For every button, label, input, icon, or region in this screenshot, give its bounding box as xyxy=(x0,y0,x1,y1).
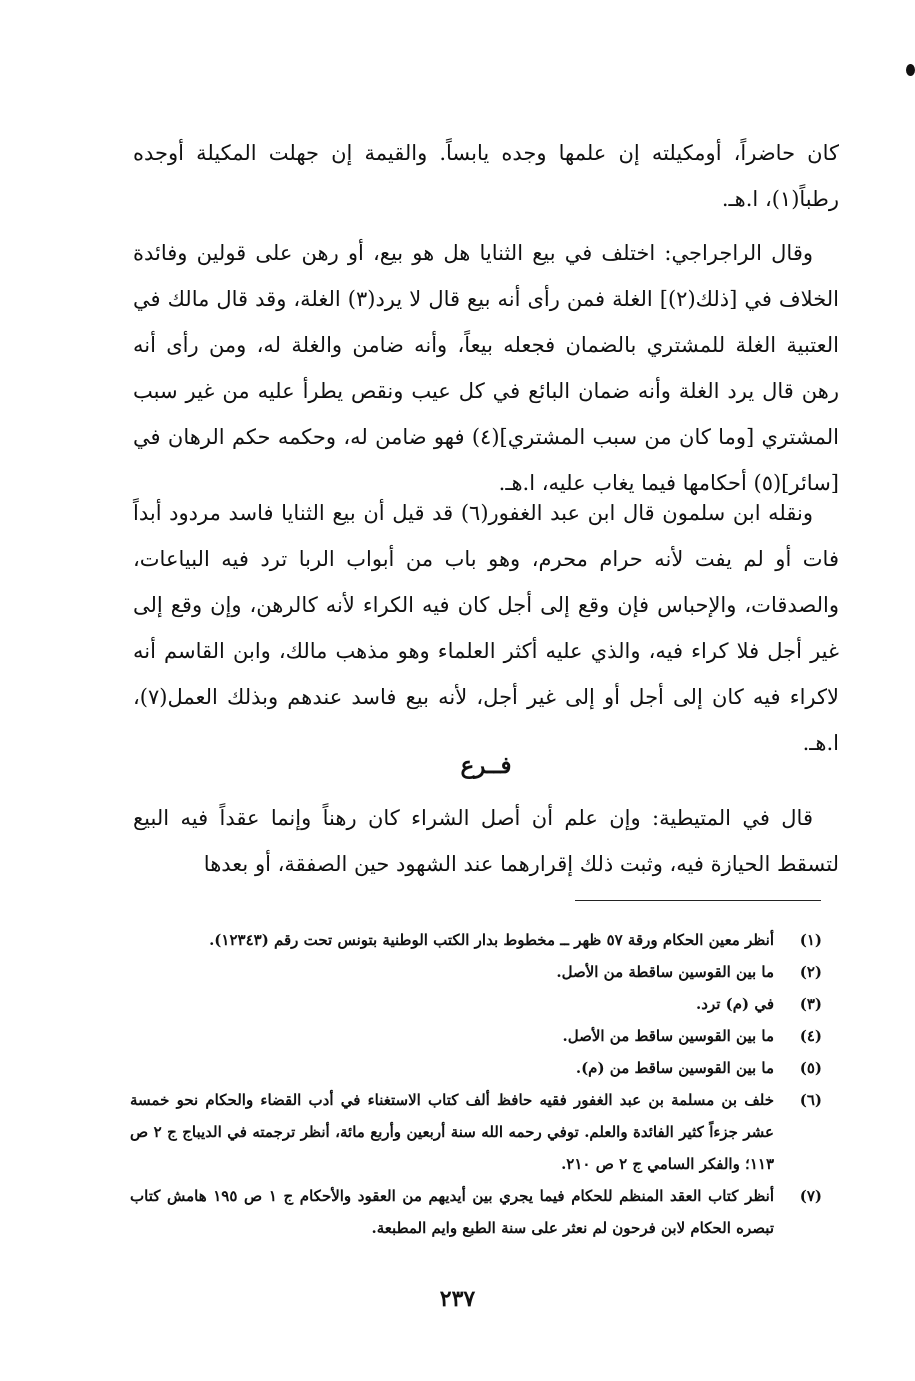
body-paragraph-3 xyxy=(133,490,839,766)
footnote-2 xyxy=(130,956,822,988)
footnote-number: (٦) xyxy=(799,1091,822,1109)
footnote-3 xyxy=(130,988,822,1020)
footnote-1 xyxy=(130,924,822,956)
footnote-6 xyxy=(130,1084,822,1180)
footnote-text: ما بين القوسين ساقطة من الأصل. xyxy=(556,963,774,981)
paragraph-text: وقال الراجراجي: اختلف في بيع الثنايا هل هو بيع، أو رهن على قولين وفائدة الخلاف في [ذلك(٢)] الغلة فمن رأى أنه بيع قال لا يرد(٣) الغلة، وقد قال مالك في العتبية الغلة للمشتري بالضمان فجعله بيعاً، وأنه ضامن والغلة له، ومن رأى أنه رهن قال يرد الغلة وأنه ضمان البائع في كل عيب ونقص يطرأ عليه من غير سبب المشتري [وما كان من سبب المشتري](٤) فهو ضامن له، وحكمه حكم الرهان في [سائر](٥) أحكامها فيما يغاب عليه، ا.هـ. xyxy=(133,241,839,495)
footnote-number: (٥) xyxy=(799,1059,822,1077)
paragraph-text: ونقله ابن سلمون قال ابن عبد الغفور(٦) قد قيل أن بيع الثنايا فاسد مردود أبداً فات أو لم يفت لأنه حرام محرم، وهو باب من أبواب الربا ترد فيه البياعات، والصدقات، والإحباس فإن وقع إلى أجل كان فيه الكراء لأنه كالرهن، وإن وقع إلى غير أجل فلا كراء فيه، والذي عليه أكثر العلماء وهو مذهب مالك، وابن القاسم أنه لاكراء فيه كان إلى أجل أو إلى غير أجل، لأنه بيع فاسد عندهم وبذلك العمل(٧)، ا.هـ. xyxy=(133,501,839,755)
footnote-number: (١) xyxy=(799,931,822,949)
footnote-number: (٤) xyxy=(799,1027,822,1045)
ink-dot xyxy=(906,64,915,76)
footnote-separator xyxy=(575,900,821,901)
footnote-text: خلف بن مسلمة بن عبد الغفور فقيه حافظ ألف كتاب الاستغناء في أدب القضاء والحكام نحو خمسة عشر جزءاً كثير الفائدة والعلم. توفي رحمه الله سنة أربعين وأربع مائة، أنظر ترجمته في الديباج ج ٢ ص ١١٣؛ والفكر السامي ج ٢ ص ٢١٠. xyxy=(130,1091,775,1173)
footnote-text: ما بين القوسين ساقط من (م). xyxy=(575,1059,774,1077)
footnote-number: (٧) xyxy=(799,1187,822,1205)
body-paragraph-1 xyxy=(133,130,839,222)
footnote-5 xyxy=(130,1052,822,1084)
footnote-number: (٢) xyxy=(799,963,822,981)
footnotes xyxy=(130,924,822,1244)
page-number: ٢٣٧ xyxy=(439,1286,476,1312)
footnote-7 xyxy=(130,1180,822,1244)
footnote-text: أنظر معين الحكام ورقة ٥٧ ظهر ــ مخطوط بدار الكتب الوطنية بتونس تحت رقم (١٢٣٤٣). xyxy=(209,931,774,949)
paragraph-text: كان حاضراً، أومكيلته إن علمها وجده يابساً. والقيمة إن جهلت المكيلة أوجده رطباً(١)، ا.هـ. xyxy=(133,141,839,211)
body-paragraph-4 xyxy=(133,795,839,887)
footnote-number: (٣) xyxy=(799,995,822,1013)
section-heading: فــرع xyxy=(460,752,512,779)
footnote-text: أنظر كتاب العقد المنظم للحكام فيما يجري بين أيديهم من العقود والأحكام ج ١ ص ١٩٥ هامش كتاب تبصره الحكام لابن فرحون لم نعثر على سنة الطبع وايم المطبعة. xyxy=(130,1187,774,1237)
body-paragraph-2 xyxy=(133,230,839,506)
footnote-text: ما بين القوسين ساقط من الأصل. xyxy=(562,1027,774,1045)
footnote-4 xyxy=(130,1020,822,1052)
footnote-text: في (م) ترد. xyxy=(696,995,774,1013)
paragraph-text: قال في المتيطية: وإن علم أن أصل الشراء كان رهناً وإنما عقداً فيه البيع لتسقط الحيازة فيه، وثبت ذلك إقرارهما عند الشهود حين الصفقة، أو بعدها xyxy=(133,806,839,876)
